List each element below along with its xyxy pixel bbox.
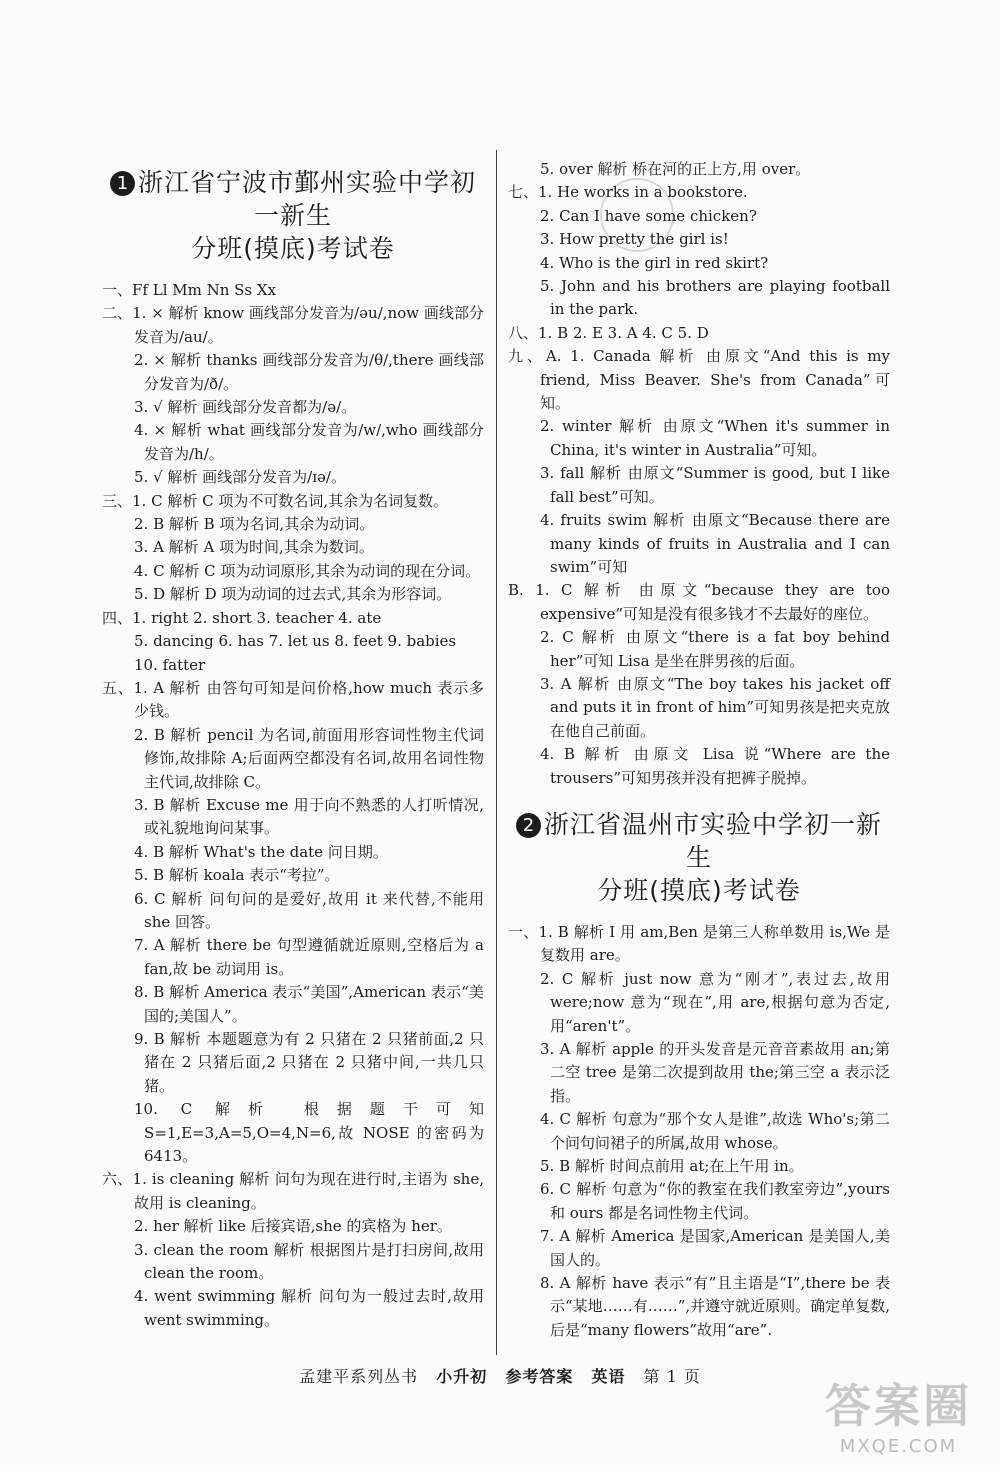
answer-item: 5. √ 解析 画线部分发音为/ɪə/。 xyxy=(134,468,346,487)
answer-item: 3. clean the room 解析 根据图片是打扫房间,故用 clean the room。 xyxy=(134,1240,484,1283)
answer-item: 4. fruits swim 解析 由原文“Because there are many kinds of fruits in Australia and I can swim”可知 xyxy=(540,511,890,576)
answer-item: 一、1. B 解析 I 用 am,Ben 是第三人称单数用 is,We 是复数用 are。 xyxy=(508,922,890,965)
answer-item: 3. How pretty the girl is! xyxy=(540,230,729,249)
answer-item: 3. B 解析 Excuse me 用于向不熟悉的人打听情况,或礼貌地询问某事。 xyxy=(134,795,484,838)
answer-item: 5. over 解析 桥在河的正上方,用 over。 xyxy=(540,160,811,178)
answer-item: 七、1. He works in a bookstore. xyxy=(508,183,748,202)
answer-item: 三、1. C 解析 C 项为不可数名词,其余为名词复数。 xyxy=(102,491,449,510)
answer-item: 9. B 解析 本题题意为有 2 只猪在 2 只猪前面,2 只猪在 2 只猪后面,2 只猪在 2 只猪中间,一共几只猪。 xyxy=(134,1030,484,1095)
section-1-answers xyxy=(102,279,484,1332)
section-2-answers xyxy=(508,921,890,1342)
answer-item: 2. her 解析 like 后接宾语,she 的宾格为 her。 xyxy=(134,1217,452,1236)
section-2-number: 2 xyxy=(516,813,541,838)
answer-item: 7. A 解析 America 是国家,American 是美国人,美国人的。 xyxy=(540,1227,890,1269)
section-2-title-line1: 浙江省温州市实验中学初一新生 xyxy=(543,809,882,872)
answer-item: 2. Can I have some chicken? xyxy=(540,206,757,225)
watermark-logo xyxy=(825,1370,972,1457)
answer-item: 2. C 解析 just now 意为“刚才”,表过去,故用 were;now 意为“现在”,用 are,根据句意为否定,用“aren't”。 xyxy=(540,969,890,1035)
answer-item: 6. C 解析 问句问的是爱好,故用 it 来代替,不能用 she 回答。 xyxy=(134,889,484,931)
footer-level: 小升初 xyxy=(436,1367,488,1386)
answer-item: 3. √ 解析 画线部分发音都为/ə/。 xyxy=(134,398,357,417)
answer-item: 2. B 解析 B 项为名词,其余为动词。 xyxy=(134,515,375,534)
answer-item: 5. B 解析 时间点前用 at;在上午用 in。 xyxy=(540,1157,804,1176)
answer-item: 八、1. B 2. E 3. A 4. C 5. D xyxy=(508,323,709,342)
answer-item: 3. A 解析 A 项为时间,其余为数词。 xyxy=(134,538,374,557)
answer-item: 10. C 解析 根据题干可知 S=1,E=3,A=5,O=4,N=6,故 NOSE 的密码为 6413。 xyxy=(134,1100,484,1166)
answer-item: B. 1. C 解析 由原文“because they are too expensive”可知是没有很多钱才不去最好的座位。 xyxy=(508,581,890,623)
section-2-title-line2: 分班(摸底)考试卷 xyxy=(597,875,801,905)
answer-item: 2. × 解析 thanks 画线部分发音为/θ/,there 画线部分发音为/ð/。 xyxy=(134,351,484,393)
footer-page-number: 第 1 页 xyxy=(643,1367,701,1386)
answer-item: 5. D 解析 D 项为动词的过去式,其余为形容词。 xyxy=(134,585,452,604)
answer-item: 4. C 解析 句意为“那个女人是谁”,故选 Who's;第二个问句问裙子的所属,故用 whose。 xyxy=(540,1110,890,1152)
answer-item: 2. B 解析 pencil 为名词,前面用形容词性物主代词修饰,故排除 A;后面两空都没有名词,故用名词性物主代词,故排除 C。 xyxy=(134,725,484,791)
section-1-title-line1: 浙江省宁波市鄞州实验中学初一新生 xyxy=(137,168,476,230)
footer-subject: 英语 xyxy=(591,1367,626,1386)
footer-kind: 参考答案 xyxy=(505,1367,574,1386)
left-column xyxy=(102,158,484,1332)
answer-item: 4. Who is the girl in red skirt? xyxy=(540,253,769,272)
answer-item: 7. A 解析 there be 句型遵循就近原则,空格后为 a fan,故 be 动词用 is。 xyxy=(134,936,484,978)
answer-item: 2. C 解析 由原文“there is a fat boy behind her”可知 Lisa 是坐在胖男孩的后面。 xyxy=(540,628,890,670)
answer-item: 3. A 解析 apple 的开头发音是元音音素故用 an;第二空 tree 是第二次提到故用 the;第三空 a 表示泛指。 xyxy=(540,1040,890,1105)
section-1-title-line2: 分班(摸底)考试卷 xyxy=(191,234,395,263)
answer-item: 6. C 解析 句意为“你的教室在我们教室旁边”,yours 和 ours 都是名词性物主代词。 xyxy=(540,1180,890,1222)
section-2-title xyxy=(508,808,890,907)
answer-item: 4. went swimming 解析 问句为一般过去时,故用 went swimming。 xyxy=(134,1287,484,1329)
answer-item: 2. winter 解析 由原文“When it's summer in China, it's winter in Australia”可知。 xyxy=(540,417,890,459)
answer-item: 5. dancing 6. has 7. let us 8. feet 9. babies xyxy=(134,632,457,651)
answer-item: 4. × 解析 what 画线部分发音为/w/,who 画线部分发音为/h/。 xyxy=(134,421,484,463)
section-1-answers-continued xyxy=(508,158,890,790)
answer-item: 5. John and his brothers are playing football in the park. xyxy=(540,277,890,319)
answer-item: 4. B 解析 What's the date 问日期。 xyxy=(134,842,388,861)
answer-item: 5. B 解析 koala 表示“考拉”。 xyxy=(134,866,340,885)
answer-item: 九、A. 1. Canada 解析 由原文“And this is my friend, Miss Beaver. She's from Canada”可知。 xyxy=(508,347,890,413)
answer-item: 4. B 解析 由原文 Lisa 说“Where are the trousers”可知男孩并没有把裤子脱掉。 xyxy=(540,745,890,787)
watermark-text: 答案圈 xyxy=(825,1379,972,1433)
answer-item: 3. fall 解析 由原文“Summer is good, but I like fall best”可知。 xyxy=(540,464,890,506)
section-1-title xyxy=(102,166,484,265)
answer-item: 一、Ff Ll Mm Nn Ss Xx xyxy=(102,281,277,299)
answer-item: 8. A 解析 have 表示“有”且主语是“I”,there be 表示“某地……有……”,并遵守就近原则。确定单复数,后是“many flowers”故用“are”. xyxy=(540,1274,890,1339)
answer-item: 8. B 解析 America 表示“美国”,American 表示“美国的;美国人”。 xyxy=(134,983,484,1025)
watermark-url: MXQE.COM xyxy=(839,1436,958,1457)
answer-item: 六、1. is cleaning 解析 问句为现在进行时,主语为 she,故用 is cleaning。 xyxy=(102,1170,484,1212)
footer-series: 孟建平系列丛书 xyxy=(299,1367,419,1386)
answer-item: 二、1. × 解析 know 画线部分发音为/əu/,now 画线部分发音为/au/。 xyxy=(102,304,484,346)
answer-item: 10. fatter xyxy=(134,655,206,674)
answer-item: 4. C 解析 C 项为动词原形,其余为动词的现在分词。 xyxy=(134,561,481,580)
answer-item: 3. A 解析 由原文“The boy takes his jacket off and puts it in front of him”可知男孩是把夹克放在他自己前面。 xyxy=(540,674,890,740)
answer-item: 四、1. right 2. short 3. teacher 4. ate xyxy=(102,608,382,627)
answer-item: 五、1. A 解析 由答句可知是问价格,how much 表示多少钱。 xyxy=(102,678,484,721)
right-column xyxy=(508,158,890,1342)
section-1-number: 1 xyxy=(110,171,135,196)
column-divider xyxy=(496,150,497,1355)
